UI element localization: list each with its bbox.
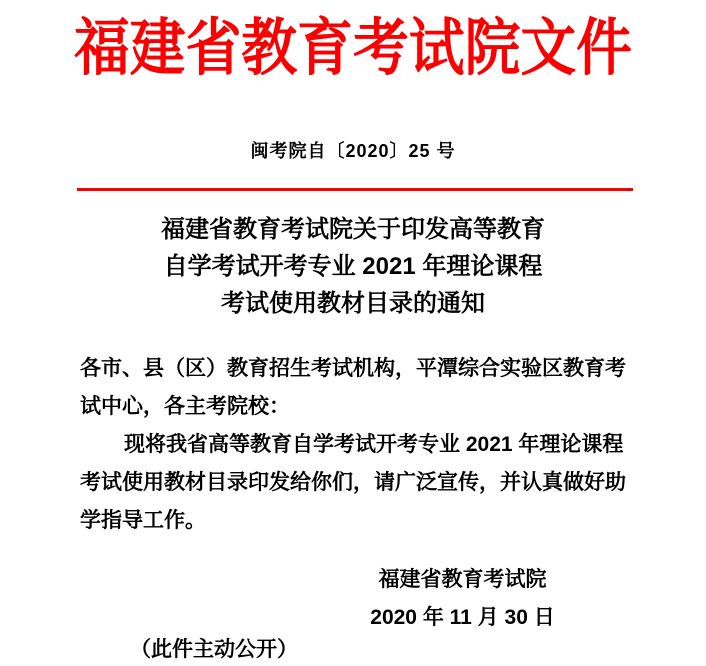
notice-title-line-2: 自学考试开考专业 2021 年理论课程: [163, 253, 543, 280]
document-masthead-title: 福建省教育考试院文件: [73, 15, 632, 83]
document-number: 闽考院自〔2020〕25 号: [250, 141, 456, 161]
document-body: [80, 350, 632, 540]
body-paragraph-line-3: 学指导工作。: [80, 509, 206, 532]
addressee-line-1: 各市、县（区）教育招生考试机构，平潭综合实验区教育考: [80, 357, 626, 380]
red-divider-line: [77, 188, 633, 191]
notice-title-line-1: 福建省教育考试院关于印发高等教育: [161, 216, 545, 243]
body-paragraph-line-2: 考试使用教材目录印发给你们，请广泛宣传，并认真做好助: [80, 471, 626, 494]
public-disclosure-note: （此件主动公开）: [130, 638, 298, 661]
signature-issuer: 福建省教育考试院: [378, 568, 547, 591]
notice-title: [0, 211, 706, 322]
body-paragraph-line-1: 现将我省高等教育自学考试开考专业 2021 年理论课程: [124, 433, 624, 456]
signature-block: [340, 567, 585, 631]
notice-title-line-3: 考试使用教材目录的通知: [221, 290, 485, 317]
addressee-line-2: 试中心，各主考院校：: [80, 395, 290, 418]
signature-date: 2020 年 11 月 30 日: [370, 606, 555, 629]
